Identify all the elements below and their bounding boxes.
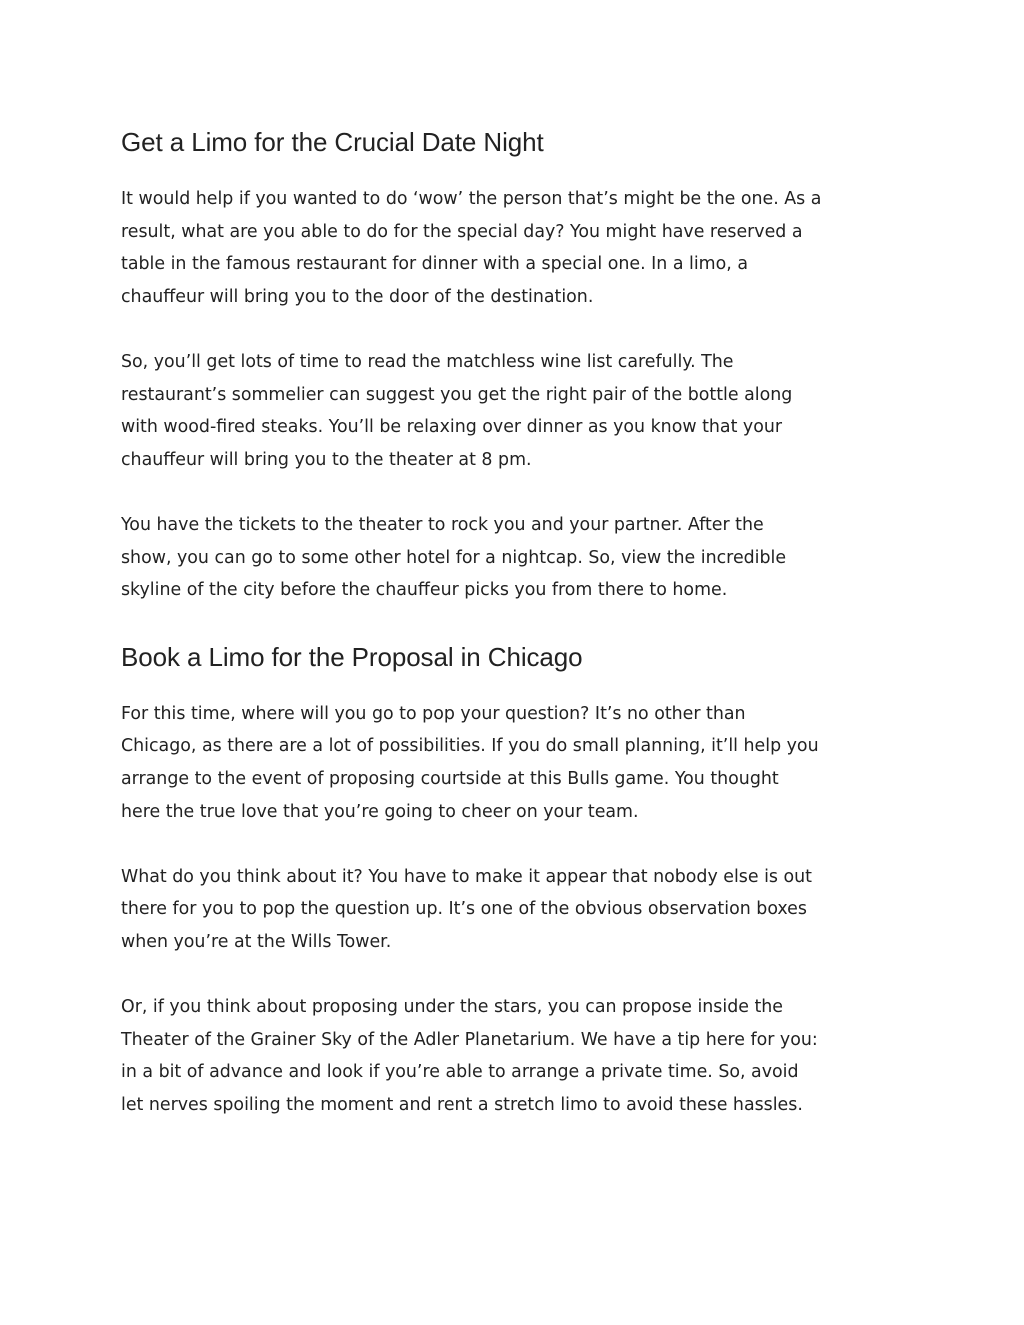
document-page xyxy=(121,124,911,1121)
text-line: table in the famous restaurant for dinner with a special one. In a limo, a xyxy=(121,254,748,275)
text-line: So, you’ll get lots of time to read the matchless wine list carefully. The xyxy=(121,351,734,372)
paragraph xyxy=(121,183,911,313)
text-line: restaurant’s sommelier can suggest you get the right pair of the bottle along xyxy=(121,384,793,405)
text-line: chauffeur will bring you to the theater at 8 pm. xyxy=(121,449,532,470)
paragraph xyxy=(121,991,911,1121)
text-line: arrange to the event of proposing courtside at this Bulls game. You thought xyxy=(121,768,779,789)
text-line: there for you to pop the question up. It’s one of the obvious observation boxes xyxy=(121,899,807,920)
text-line: skyline of the city before the chauffeur picks you from there to home. xyxy=(121,580,728,601)
section-heading-proposal: Book a Limo for the Proposal in Chicago xyxy=(121,641,583,672)
text-line: You have the tickets to the theater to rock you and your partner. After the xyxy=(121,514,764,535)
text-line: Theater of the Grainer Sky of the Adler Planetarium. We have a tip here for you: xyxy=(121,1029,818,1050)
text-line: For this time, where will you go to pop your question? It’s no other than xyxy=(121,703,746,724)
paragraph xyxy=(121,861,911,959)
text-line: show, you can go to some other hotel for a nightcap. So, view the incredible xyxy=(121,547,787,568)
text-line: It would help if you wanted to do ‘wow’ the person that’s might be the one. As a xyxy=(121,189,822,209)
section-heading-date-night: Get a Limo for the Crucial Date Night xyxy=(121,127,544,157)
text-line: in a bit of advance and look if you’re able to arrange a private time. So, avoid xyxy=(121,1062,799,1083)
text-line: Chicago, as there are a lot of possibilities. If you do small planning, it’ll help you xyxy=(121,736,819,757)
paragraph xyxy=(121,698,911,828)
text-line: chauffeur will bring you to the door of the destination. xyxy=(121,286,594,307)
text-line: here the true love that you’re going to cheer on your team. xyxy=(121,801,639,822)
text-line: when you’re at the Wills Tower. xyxy=(121,931,392,952)
text-line: result, what are you able to do for the special day? You might have reserved a xyxy=(121,221,803,242)
text-line: let nerves spoiling the moment and rent a stretch limo to avoid these hassles. xyxy=(121,1094,803,1115)
paragraph xyxy=(121,346,911,476)
text-line: with wood-fired steaks. You’ll be relaxing over dinner as you know that your xyxy=(121,417,783,438)
text-line: Or, if you think about proposing under the stars, you can propose inside the xyxy=(121,997,784,1018)
text-line: What do you think about it? You have to make it appear that nobody else is out xyxy=(121,866,812,887)
paragraph xyxy=(121,509,911,607)
